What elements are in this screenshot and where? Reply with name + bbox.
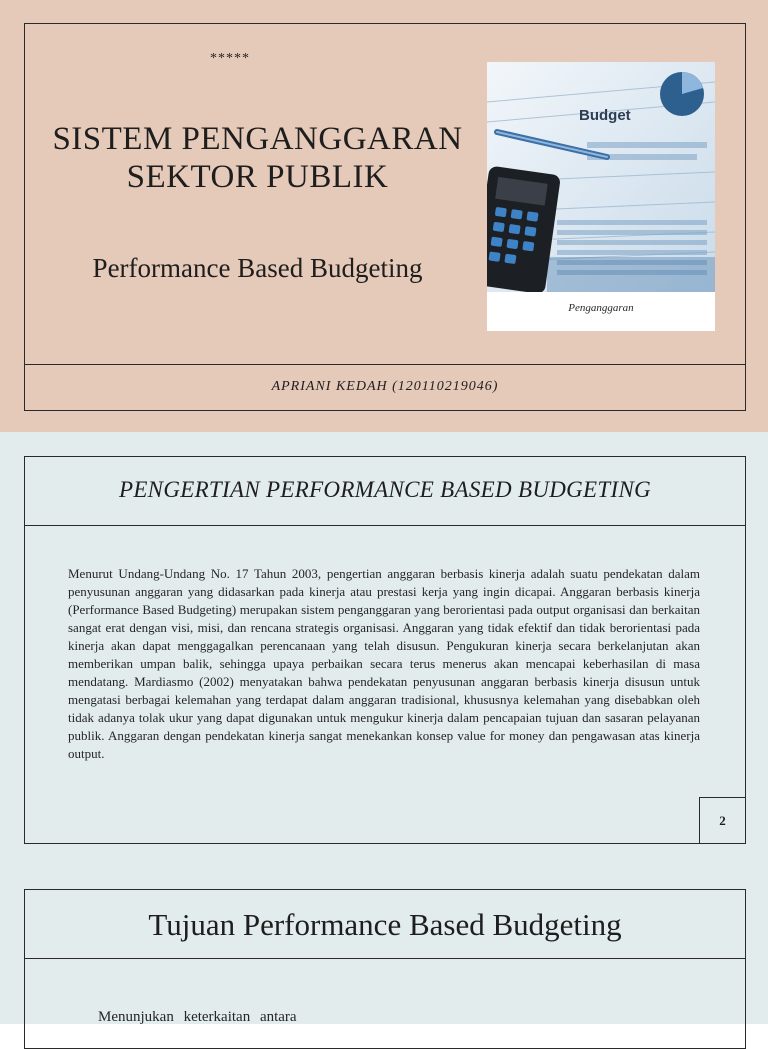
title-line-1: SISTEM PENGANGGARAN	[52, 121, 463, 157]
stars-decoration: *****	[210, 51, 250, 66]
definition-body: Menurut Undang-Undang No. 17 Tahun 2003, pengertian anggaran berbasis kinerja adalah suatu pendekatan dalam penyusunan anggaran yang didasarkan pada kinerja atau prestasi kerja yang ingin dicapai. Anggaran berbasis kinerja (Performance Based Budgeting) merupakan sistem penganggaran yang berorientasi pada output organisasi dan berkaitan sangat erat dengan visi, misi, dan rencana strategis organisasi. Anggaran yang tidak efektif dan tidak berorientasi pada kinerja akan dapat menggagalkan perencanaan yang telah disusun. Pengukuran kinerja secara berkelanjutan akan memberikan umpan balik, sehingga upaya perbaikan secara terus menerus akan mencapai keberhasilan di masa mendatang. Mardiasmo (2002) menyatakan bahwa pendekatan penyusunan anggaran berbasis kinerja disusun untuk mengatasi berbagai kelemahan yang terdapat dalam anggaran tradisional, khususnya kelemahan yang disebabkan oleh tidak adanya tolak ukur yang dapat digunakan untuk mengukur kinerja dalam pencapaian tujuan dan sasaran pelayanan publik. Anggaran dengan pendekatan kinerja sangat menekankan konsep value for money dan pengawasan atas kinerja output.	[68, 566, 700, 761]
cover-caption: Penganggaran	[568, 302, 634, 314]
budget-cover-image	[487, 62, 715, 331]
presentation-subtitle: Performance Based Budgeting	[92, 253, 423, 283]
author-name: APRIANI KEDAH (12011021904​6)	[271, 379, 499, 394]
definition-title: PENGERTIAN PERFORMANCE BASED BUDGETING	[118, 477, 652, 502]
budget-illustration	[487, 62, 715, 331]
presentation-title	[30, 120, 485, 196]
purpose-title: Tujuan Performance Based Budgeting	[148, 907, 622, 942]
purpose-body: Menunjukan keterkaitan antara	[98, 1009, 297, 1025]
cover-label: Budget	[579, 107, 631, 124]
page-number: 2	[699, 797, 746, 844]
title-slide	[0, 0, 768, 432]
title-divider	[25, 525, 745, 526]
title-line-2: SEKTOR PUBLIK	[126, 159, 389, 195]
title-divider	[25, 958, 745, 959]
